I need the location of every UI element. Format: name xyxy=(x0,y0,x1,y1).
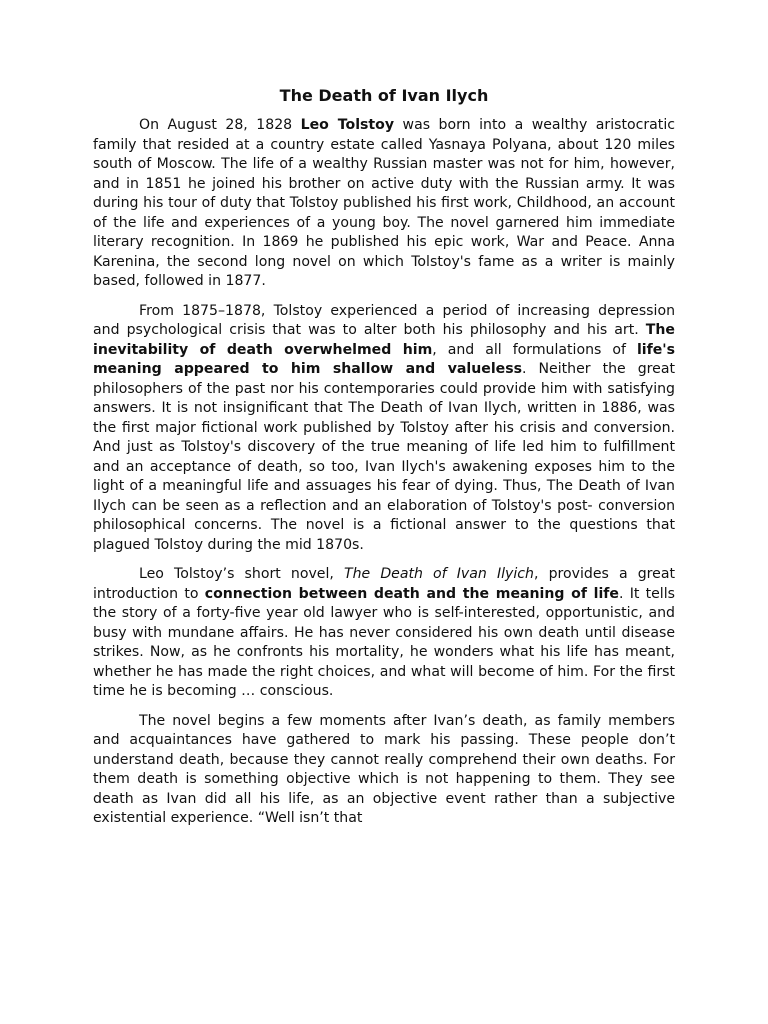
bold-phrase: Leo Tolstoy xyxy=(300,117,395,133)
document-page xyxy=(93,86,675,839)
text-run: , provides a great introduction to xyxy=(93,566,676,602)
text-run: On August 28, 1828 xyxy=(139,117,301,133)
bold-phrase: life's meaning appeared to him shallow and valueless xyxy=(93,341,675,377)
text-run: The novel begins a few moments after Ivan’s death, as family members and acquaintances have gathered to mark his passing. These people don’t understand death, because they cannot really comprehend their own deaths. For them death is something objective which is not happening to them. They see death as Ivan did all his life, as an objective event rather than a subjective existential experience. “Well isn’t that xyxy=(93,712,675,826)
text-run: was born into a wealthy aristocratic family that resided at a country estate called Yasnaya Polyana, about 120 miles south of Moscow. The life of a wealthy Russian master was not for him, however, and in 1851 he joined his brother on active duty with the Russian army. It was during his tour of duty that Tolstoy published his first work, Childhood, an account of the life and experiences of a young boy. The novel garnered him immediate literary recognition. In 1869 he published his epic work, War and Peace. Anna Karenina, the second long novel on which Tolstoy's fame as a writer is mainly based, followed in 1877. xyxy=(93,117,675,289)
paragraph-4 xyxy=(93,712,675,829)
text-run: , and all formulations of xyxy=(432,341,637,358)
text-run: Leo Tolstoy’s short novel, xyxy=(139,566,344,582)
text-run: . Neither the great philosophers of the past nor his contemporaries could provide him with satisfying answers. It is not insignificant that The Death of Ivan Ilych, written in 1886, was the first major fictional work published by Tolstoy after his crisis and conversion. And just as Tolstoy's discovery of the true meaning of life led him to fulfillment and an acceptance of death, so too, Ivan Ilych's awakening exposes him to the light of a meaningful life and assuages his fear of dying. Thus, The Death of Ivan Ilych can be seen as a reflection and an elaboration of Tolstoy's post- conversion philosophical concerns. The novel is a fictional answer to the questions that plagued Tolstoy during the mid 1870s. xyxy=(93,361,675,553)
bold-phrase: connection between death and the meaning of life xyxy=(204,585,619,602)
text-run: . It tells the story of a forty-five year old lawyer who is self-interested, opportunistic, and busy with mundane affairs. He has never considered his own death until disease strikes. Now, as he confronts his mortality, he wonders what his life has meant, whether he has made the right choices, and what will become of him. For the first time he is becoming … conscious. xyxy=(93,585,675,699)
paragraph-3 xyxy=(93,565,675,702)
paragraph-1 xyxy=(93,116,675,292)
document-body xyxy=(93,116,675,829)
italic-title: The Death of Ivan Ilyich xyxy=(343,566,534,582)
bold-phrase: The inevitability of death overwhelmed him xyxy=(93,322,675,358)
paragraph-2 xyxy=(93,302,675,556)
document-title: The Death of Ivan Ilych xyxy=(279,86,489,105)
text-run: From 1875–1878, Tolstoy experienced a period of increasing depression and psychological crisis that was to alter both his philosophy and his art. xyxy=(93,302,675,338)
